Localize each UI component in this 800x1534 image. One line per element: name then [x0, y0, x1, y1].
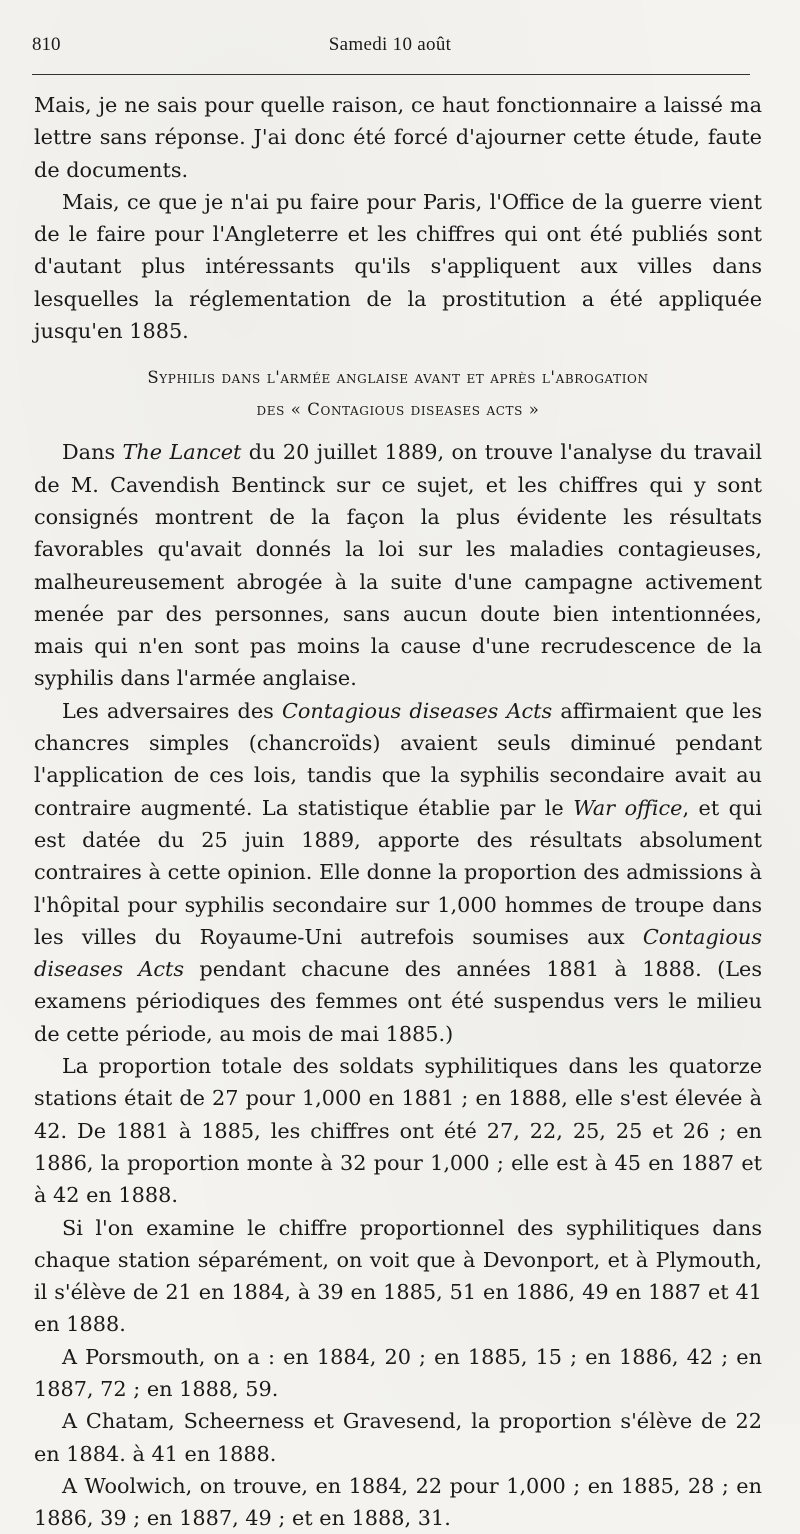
paragraph-8: A Chatam, Scheerness et Gravesend, la proportion s'élève de 22 en 1884. à 41 en 1888. [34, 1409, 762, 1466]
lancet-title: The Lancet [122, 440, 242, 465]
paragraph-3 [34, 436, 762, 694]
paragraph-4 [34, 695, 762, 1050]
paragraph-3-text-b: du 20 juillet 1889, on trouve l'analyse du travail de M. Cavendish Bentinck sur ce sujet, et les chiffres qui y sont consignés montrent de la façon la plus évidente les résultats favorables qu'avait donnés la loi sur les maladies contagieuses, malheureusement abrogée à la suite d'une campagne activement menée par des personnes, sans aucun doute bien intentionnées, mais qui n'en sont pas moins la cause d'une recrudescence de la syphilis dans l'armée anglaise. [34, 440, 762, 691]
acts-title-1: Contagious diseases Acts [282, 698, 553, 723]
paragraph-2: Mais, ce que je n'ai pu faire pour Paris, l'Office de la guerre vient de le faire pour l'Angleterre et les chiffres qui ont été publiés sont d'autant plus intéressants qu'ils s'appliquent aux villes dans lesquelles la réglementation de la prostitution a été appliquée jusqu'en 1885. [34, 189, 762, 344]
paragraph-4-text-d: pendant chacune des années 1881 à 1888. (Les examens périodiques des femmes ont été suspendus vers le milieu de cette période, au mois de mai 1885.) [34, 957, 762, 1046]
paragraph-3-text-a: Dans [62, 440, 123, 465]
paragraph-6: Si l'on examine le chiffre proportionnel des syphilitiques dans chaque station séparément, on voit que à Devonport, et à Plymouth, il s'élève de 21 en 1884, à 39 en 1885, 51 en 1886, 49 en 1887 et 41 en 1888. [34, 1215, 762, 1337]
paragraph-4-text-c: , et qui est datée du 25 juin 1889, apporte des résultats absolument contraires à cette opinion. Elle donne la proportion des admissions à l'hôpital pour syphilis secondaire sur 1,000 hommes de troupe dans les villes du Royaume-Uni autrefois soumises aux [34, 795, 763, 949]
body-text [34, 89, 762, 1534]
page-number: 810 [32, 34, 61, 55]
paragraph-9: A Woolwich, on trouve, en 1884, 22 pour 1,000 ; en 1885, 28 ; en 1886, 39 ; en 1887, 49 ; et en 1888, 31. [34, 1473, 762, 1531]
page-header [32, 34, 748, 60]
section-title-line-2: des « Contagious diseases acts » [256, 400, 540, 420]
paragraph-4-text-a: Les adversaires des [62, 698, 282, 723]
header-rule [32, 74, 750, 75]
paragraph-1: Mais, je ne sais pour quelle raison, ce haut fonctionnaire a laissé ma lettre sans réponse. J'ai donc été forcé d'ajourner cette étude, faute de documents. [34, 93, 762, 182]
paragraph-4-text-b: affirmaient que les chancres simples (chancroïds) avaient seuls diminué pendant l'application de ces lois, tandis que la syphilis secondaire avait au contraire augmenté. La statistique établie par le [34, 698, 762, 820]
paragraph-5: La proportion totale des soldats syphilitiques dans les quatorze stations était de 27 pour 1,000 en 1881 ; en 1888, elle s'est élevée à 42. De 1881 à 1885, les chiffres ont été 27, 22, 25, 25 et 26 ; en 1886, la proportion monte à 32 pour 1,000 ; elle est à 45 en 1887 et à 42 en 1888. [34, 1054, 762, 1208]
running-head: Samedi 10 août [328, 34, 452, 55]
acts-title-2: Contagious diseases Acts [34, 924, 762, 982]
paragraph-7: A Porsmouth, on a : en 1884, 20 ; en 1885, 15 ; en 1886, 42 ; en 1887, 72 ; en 1888, 59. [34, 1344, 762, 1401]
section-title [34, 362, 762, 426]
war-office-title: War office [573, 795, 683, 820]
section-title-line-1: Syphilis dans l'armée anglaise avant et après l'abrogation [147, 368, 649, 388]
